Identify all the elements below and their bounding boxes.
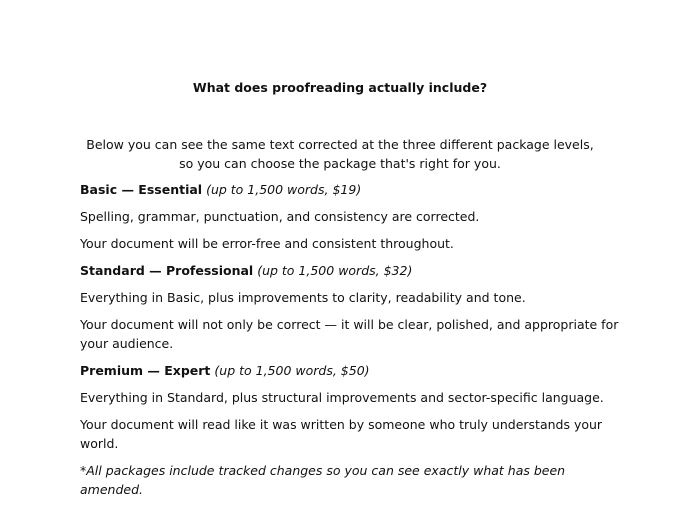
package-detail: (up to 1,500 words, $32) xyxy=(257,263,413,278)
package-line: Spelling, grammar, punctuation, and consistency are corrected. xyxy=(80,209,480,224)
package-name: Premium — Expert xyxy=(80,363,211,378)
package-line: Your document will not only be correct — it will be clear, polished, and appropriate for your audience. xyxy=(80,317,619,351)
package-name: Basic — Essential xyxy=(80,182,203,197)
footnote: *All packages include tracked changes so you can see exactly what has been amended. xyxy=(80,463,566,497)
package-line: Everything in Basic, plus improvements to clarity, readability and tone. xyxy=(80,290,526,305)
page-title: What does proofreading actually include? xyxy=(192,80,488,95)
package-line: Everything in Standard, plus structural improvements and sector-specific language. xyxy=(80,390,604,405)
package-line: Your document will be error-free and consistent throughout. xyxy=(80,236,454,251)
package-detail: (up to 1,500 words, $19) xyxy=(206,182,362,197)
package-heading-basic xyxy=(80,180,620,199)
intro-paragraph: Below you can see the same text corrected at the three different package levels, so you can choose the package that's right for you. xyxy=(86,137,594,171)
package-detail: (up to 1,500 words, $50) xyxy=(214,363,370,378)
package-line: Your document will read like it was written by someone who truly understands your world. xyxy=(80,417,603,451)
package-heading-standard xyxy=(80,261,620,280)
document-body xyxy=(80,180,620,507)
package-name: Standard — Professional xyxy=(80,263,254,278)
package-heading-premium xyxy=(80,361,620,380)
